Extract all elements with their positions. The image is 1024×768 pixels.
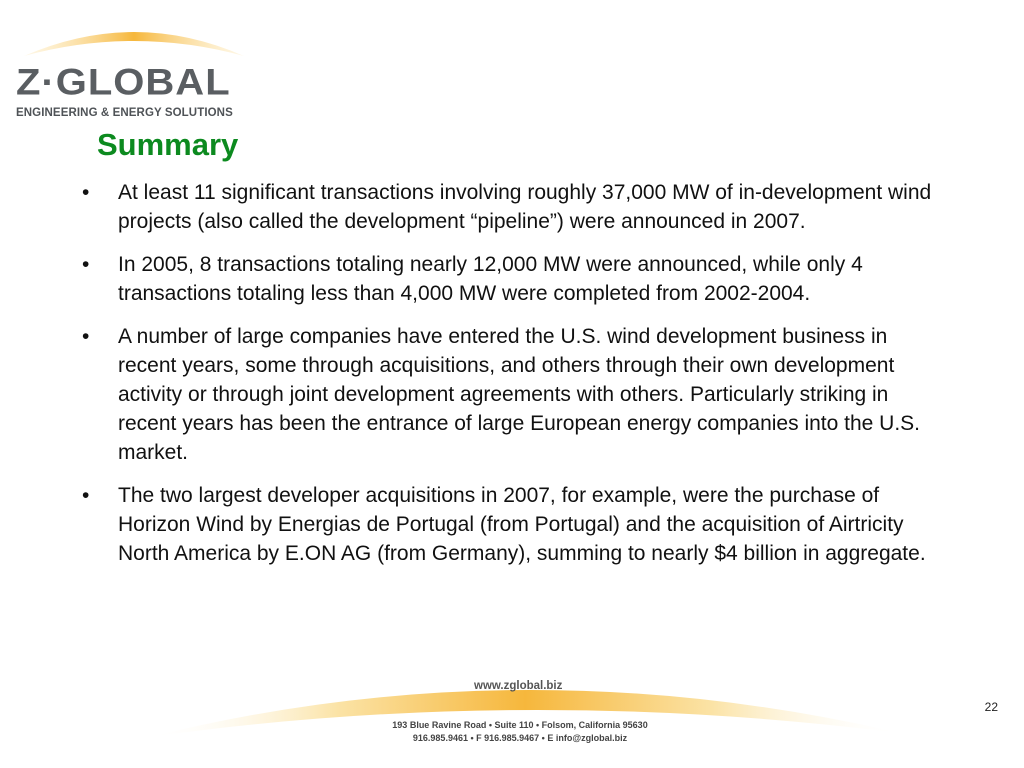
bullet-text: A number of large companies have entered the U.S. wind development business in recent years, some through acquisitions, and others through their own development activity or through joint development agreements with others. Particularly striking in recent years has been the entrance of large European energy companies into the U.S. market. bbox=[118, 325, 920, 464]
bullet-text: The two largest developer acquisitions in 2007, for example, were the purchase of Horizon Wind by Energias de Portugal (from Portugal) and the acquisition of Airtricity North America by E.ON AG (from Germany), summing to nearly $4 billion in aggregate. bbox=[118, 484, 926, 565]
footer-address: 193 Blue Ravine Road • Suite 110 • Folsom, California 95630 bbox=[392, 720, 648, 730]
bullet-dot: • bbox=[82, 484, 90, 507]
bullet-dot: • bbox=[82, 253, 90, 276]
bullet-item bbox=[78, 250, 938, 308]
bullet-text: At least 11 significant transactions involving roughly 37,000 MW of in-development wind projects (also called the development “pipeline”) were announced in 2007. bbox=[118, 181, 932, 233]
zglobal-logo bbox=[14, 16, 254, 119]
slide-title: Summary bbox=[97, 127, 239, 162]
bullet-item bbox=[78, 481, 938, 568]
bullet-item bbox=[78, 322, 938, 467]
bullet-text: In 2005, 8 transactions totaling nearly 12,000 MW were announced, while only 4 transactions totaling less than 4,000 MW were completed from 2002-2004. bbox=[118, 253, 863, 305]
footer-url: www.zglobal.biz bbox=[474, 680, 563, 692]
page-number: 22 bbox=[984, 700, 998, 714]
bullet-dot: • bbox=[82, 325, 90, 348]
footer-contact: 916.985.9461 • F 916.985.9467 • E info@zglobal.biz bbox=[412, 733, 628, 743]
bullet-list bbox=[78, 178, 938, 582]
bullet-item bbox=[78, 178, 938, 236]
logo-wordmark: Z·GLOBAL bbox=[16, 62, 231, 103]
logo-tagline: ENGINEERING & ENERGY SOLUTIONS bbox=[16, 107, 233, 119]
footer-swoosh-icon bbox=[0, 655, 1024, 768]
bullet-dot: • bbox=[82, 181, 90, 204]
